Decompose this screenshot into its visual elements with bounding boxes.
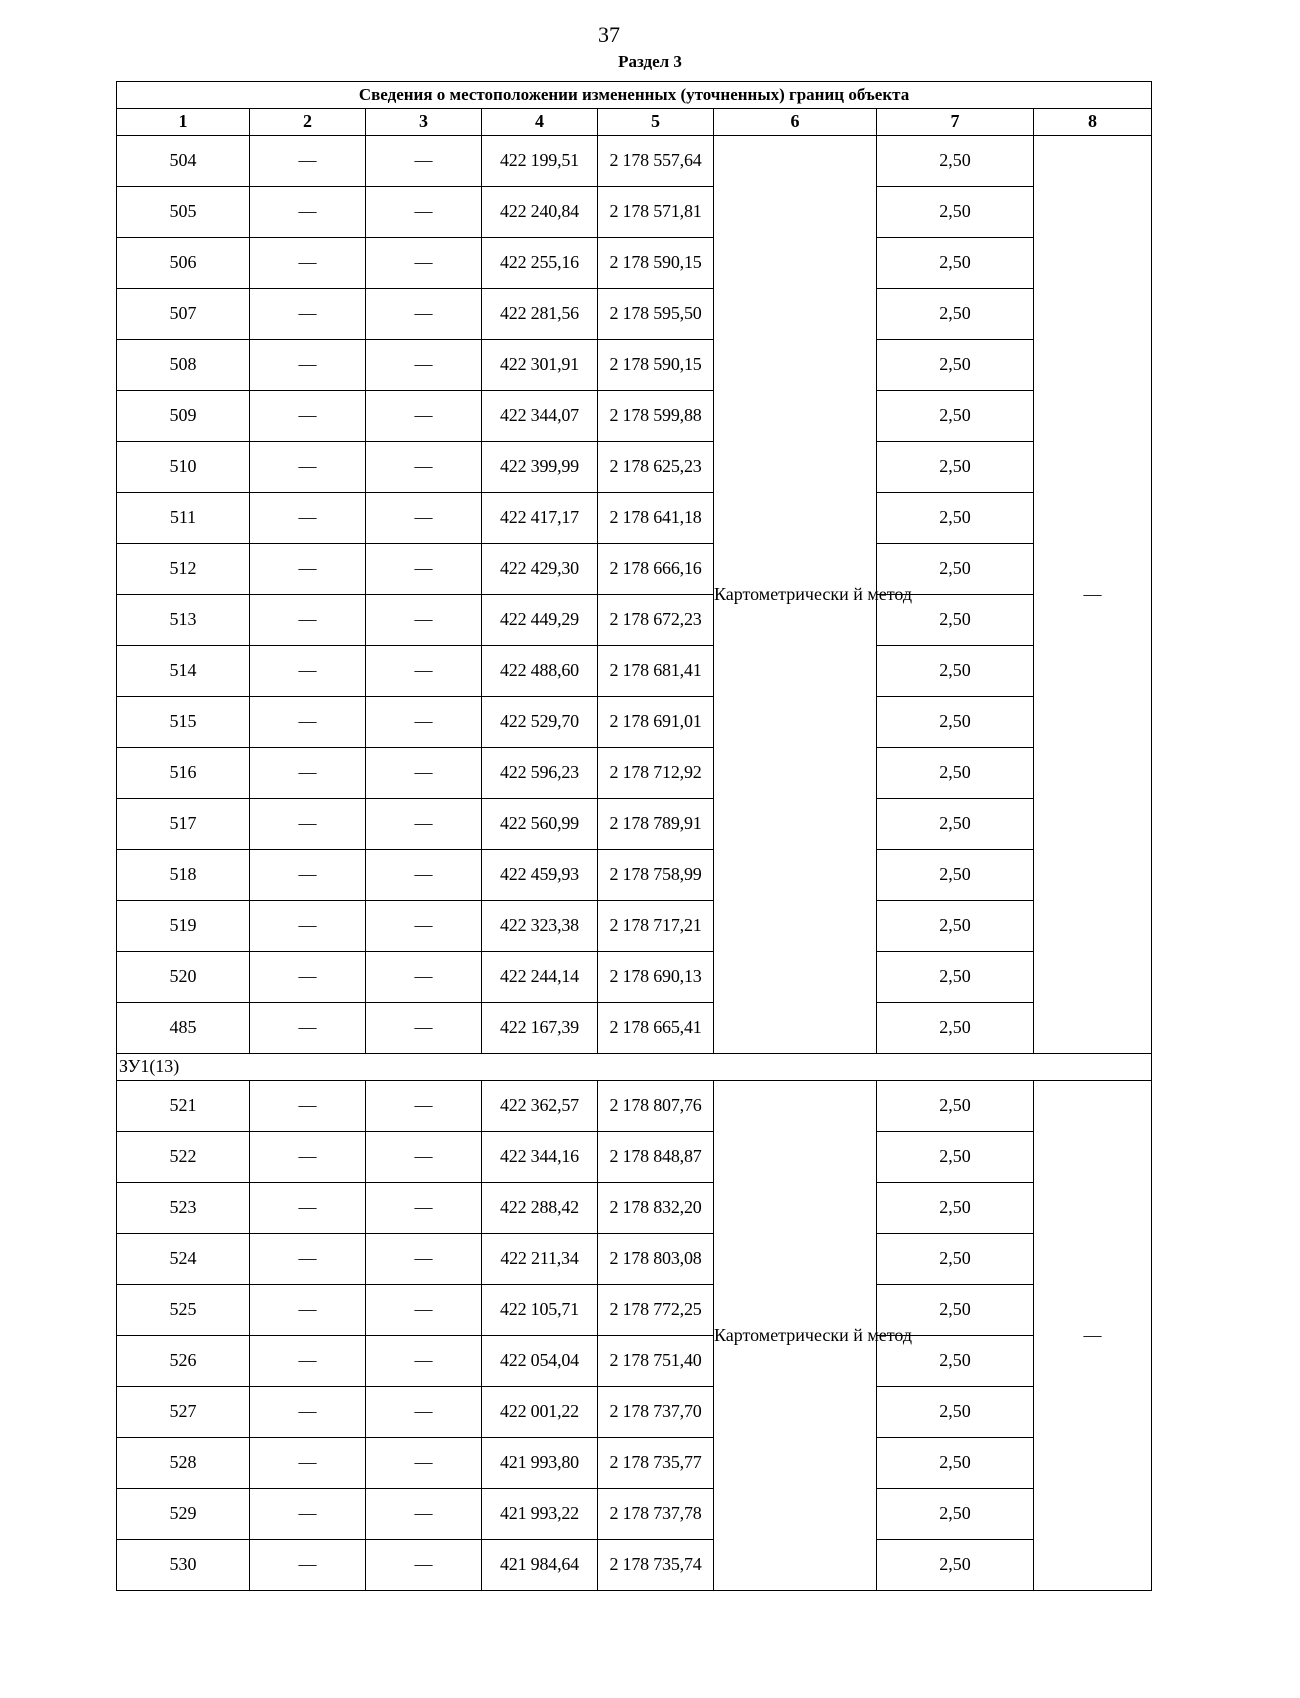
col3-value: — — [366, 697, 482, 748]
col2-value: — — [250, 1003, 366, 1054]
x-coordinate: 422 529,70 — [482, 697, 598, 748]
x-coordinate: 422 344,07 — [482, 391, 598, 442]
col3-value: — — [366, 391, 482, 442]
y-coordinate: 2 178 735,77 — [598, 1438, 714, 1489]
point-number: 526 — [117, 1336, 250, 1387]
point-number: 512 — [117, 544, 250, 595]
col2-value: — — [250, 187, 366, 238]
column-number-row — [117, 109, 1152, 136]
accuracy-value: 2,50 — [877, 544, 1034, 595]
y-coordinate: 2 178 717,21 — [598, 901, 714, 952]
x-coordinate: 422 449,29 — [482, 595, 598, 646]
col2-value: — — [250, 391, 366, 442]
section-title: Раздел 3 — [618, 52, 682, 71]
col2-value: — — [250, 850, 366, 901]
accuracy-value: 2,50 — [877, 340, 1034, 391]
table-row — [117, 952, 1152, 1003]
accuracy-value: 2,50 — [877, 952, 1034, 1003]
col3-value: — — [366, 1336, 482, 1387]
x-coordinate: 422 596,23 — [482, 748, 598, 799]
group-label: ЗУ1(13) — [117, 1054, 1152, 1081]
accuracy-value: 2,50 — [877, 1387, 1034, 1438]
point-number: 518 — [117, 850, 250, 901]
x-coordinate: 422 167,39 — [482, 1003, 598, 1054]
table-row — [117, 1336, 1152, 1387]
x-coordinate: 422 255,16 — [482, 238, 598, 289]
method-cell: Картометрически й метод — [714, 136, 877, 1054]
col3-value: — — [366, 187, 482, 238]
accuracy-value: 2,50 — [877, 187, 1034, 238]
accuracy-value: 2,50 — [877, 1285, 1034, 1336]
accuracy-value: 2,50 — [877, 646, 1034, 697]
table-row — [117, 799, 1152, 850]
x-coordinate: 422 105,71 — [482, 1285, 598, 1336]
y-coordinate: 2 178 666,16 — [598, 544, 714, 595]
point-number: 510 — [117, 442, 250, 493]
y-coordinate: 2 178 758,99 — [598, 850, 714, 901]
point-number: 513 — [117, 595, 250, 646]
y-coordinate: 2 178 625,23 — [598, 442, 714, 493]
col3-value: — — [366, 748, 482, 799]
x-coordinate: 422 399,99 — [482, 442, 598, 493]
col3-value: — — [366, 850, 482, 901]
accuracy-value: 2,50 — [877, 1132, 1034, 1183]
table-row — [117, 1489, 1152, 1540]
point-number: 522 — [117, 1132, 250, 1183]
column-number: 6 — [714, 109, 877, 136]
col3-value: — — [366, 901, 482, 952]
table-row — [117, 493, 1152, 544]
y-coordinate: 2 178 737,70 — [598, 1387, 714, 1438]
x-coordinate: 422 417,17 — [482, 493, 598, 544]
y-coordinate: 2 178 595,50 — [598, 289, 714, 340]
point-number: 529 — [117, 1489, 250, 1540]
point-number: 520 — [117, 952, 250, 1003]
col3-value: — — [366, 1387, 482, 1438]
y-coordinate: 2 178 690,13 — [598, 952, 714, 1003]
x-coordinate: 422 344,16 — [482, 1132, 598, 1183]
table-row — [117, 1438, 1152, 1489]
point-number: 524 — [117, 1234, 250, 1285]
y-coordinate: 2 178 590,15 — [598, 238, 714, 289]
col2-value: — — [250, 340, 366, 391]
y-coordinate: 2 178 712,92 — [598, 748, 714, 799]
x-coordinate: 422 488,60 — [482, 646, 598, 697]
table-row — [117, 289, 1152, 340]
col2-value: — — [250, 1285, 366, 1336]
point-number: 516 — [117, 748, 250, 799]
x-coordinate: 422 301,91 — [482, 340, 598, 391]
col2-value: — — [250, 1234, 366, 1285]
y-coordinate: 2 178 590,15 — [598, 340, 714, 391]
table-row — [117, 442, 1152, 493]
column-number: 2 — [250, 109, 366, 136]
col3-value: — — [366, 238, 482, 289]
y-coordinate: 2 178 599,88 — [598, 391, 714, 442]
y-coordinate: 2 178 803,08 — [598, 1234, 714, 1285]
col3-value: — — [366, 136, 482, 187]
point-number: 525 — [117, 1285, 250, 1336]
table-body — [117, 82, 1152, 1591]
accuracy-value: 2,50 — [877, 1003, 1034, 1054]
col2-value: — — [250, 289, 366, 340]
y-coordinate: 2 178 735,74 — [598, 1540, 714, 1591]
column-number: 3 — [366, 109, 482, 136]
accuracy-value: 2,50 — [877, 901, 1034, 952]
point-number: 511 — [117, 493, 250, 544]
col3-value: — — [366, 1540, 482, 1591]
point-number: 517 — [117, 799, 250, 850]
x-coordinate: 422 281,56 — [482, 289, 598, 340]
point-number: 530 — [117, 1540, 250, 1591]
accuracy-value: 2,50 — [877, 1234, 1034, 1285]
accuracy-value: 2,50 — [877, 799, 1034, 850]
point-number: 528 — [117, 1438, 250, 1489]
accuracy-value: 2,50 — [877, 595, 1034, 646]
x-coordinate: 422 244,14 — [482, 952, 598, 1003]
col2-value: — — [250, 544, 366, 595]
accuracy-value: 2,50 — [877, 1540, 1034, 1591]
point-number: 527 — [117, 1387, 250, 1438]
col3-value: — — [366, 1489, 482, 1540]
table-row — [117, 136, 1152, 187]
col3-value: — — [366, 442, 482, 493]
y-coordinate: 2 178 691,01 — [598, 697, 714, 748]
col2-value: — — [250, 238, 366, 289]
col3-value: — — [366, 1003, 482, 1054]
table-row — [117, 1003, 1152, 1054]
col3-value: — — [366, 493, 482, 544]
x-coordinate: 422 560,99 — [482, 799, 598, 850]
y-coordinate: 2 178 557,64 — [598, 136, 714, 187]
col2-value: — — [250, 1489, 366, 1540]
table-row — [117, 1234, 1152, 1285]
y-coordinate: 2 178 571,81 — [598, 187, 714, 238]
col2-value: — — [250, 136, 366, 187]
table-row — [117, 595, 1152, 646]
table-row — [117, 697, 1152, 748]
point-number: 523 — [117, 1183, 250, 1234]
col3-value: — — [366, 1081, 482, 1132]
table-row — [117, 187, 1152, 238]
x-coordinate: 422 362,57 — [482, 1081, 598, 1132]
col3-value: — — [366, 799, 482, 850]
y-coordinate: 2 178 737,78 — [598, 1489, 714, 1540]
accuracy-value: 2,50 — [877, 1489, 1034, 1540]
x-coordinate: 422 288,42 — [482, 1183, 598, 1234]
accuracy-value: 2,50 — [877, 238, 1034, 289]
point-number: 509 — [117, 391, 250, 442]
col2-value: — — [250, 646, 366, 697]
col2-value: — — [250, 1336, 366, 1387]
y-coordinate: 2 178 848,87 — [598, 1132, 714, 1183]
col2-value: — — [250, 1540, 366, 1591]
x-coordinate: 422 429,30 — [482, 544, 598, 595]
accuracy-value: 2,50 — [877, 1438, 1034, 1489]
col3-value: — — [366, 1234, 482, 1285]
col3-value: — — [366, 1132, 482, 1183]
point-number: 485 — [117, 1003, 250, 1054]
col2-value: — — [250, 1132, 366, 1183]
table-row — [117, 850, 1152, 901]
accuracy-value: 2,50 — [877, 850, 1034, 901]
point-number: 519 — [117, 901, 250, 952]
y-coordinate: 2 178 672,23 — [598, 595, 714, 646]
point-number: 506 — [117, 238, 250, 289]
point-number: 521 — [117, 1081, 250, 1132]
col2-value: — — [250, 1387, 366, 1438]
group-label-row — [117, 1054, 1152, 1081]
table-row — [117, 1081, 1152, 1132]
table-caption: Сведения о местоположении измененных (уточненных) границ объекта — [117, 82, 1152, 109]
point-number: 504 — [117, 136, 250, 187]
x-coordinate: 422 459,93 — [482, 850, 598, 901]
col3-value: — — [366, 1285, 482, 1336]
col3-value: — — [366, 952, 482, 1003]
col3-value: — — [366, 289, 482, 340]
col3-value: — — [366, 595, 482, 646]
table-row — [117, 1285, 1152, 1336]
accuracy-value: 2,50 — [877, 391, 1034, 442]
accuracy-value: 2,50 — [877, 289, 1034, 340]
y-coordinate: 2 178 665,41 — [598, 1003, 714, 1054]
accuracy-value: 2,50 — [877, 1336, 1034, 1387]
col2-value: — — [250, 901, 366, 952]
point-number: 507 — [117, 289, 250, 340]
page-number: 37 — [598, 22, 620, 47]
table-row — [117, 1540, 1152, 1591]
point-number: 514 — [117, 646, 250, 697]
note-cell: — — [1034, 136, 1152, 1054]
col3-value: — — [366, 1183, 482, 1234]
accuracy-value: 2,50 — [877, 136, 1034, 187]
method-cell: Картометрически й метод — [714, 1081, 877, 1591]
y-coordinate: 2 178 807,76 — [598, 1081, 714, 1132]
accuracy-value: 2,50 — [877, 442, 1034, 493]
y-coordinate: 2 178 681,41 — [598, 646, 714, 697]
table-row — [117, 238, 1152, 289]
x-coordinate: 421 984,64 — [482, 1540, 598, 1591]
accuracy-value: 2,50 — [877, 493, 1034, 544]
col3-value: — — [366, 340, 482, 391]
x-coordinate: 421 993,80 — [482, 1438, 598, 1489]
x-coordinate: 422 211,34 — [482, 1234, 598, 1285]
col2-value: — — [250, 799, 366, 850]
table-row — [117, 901, 1152, 952]
col2-value: — — [250, 697, 366, 748]
x-coordinate: 422 240,84 — [482, 187, 598, 238]
accuracy-value: 2,50 — [877, 697, 1034, 748]
y-coordinate: 2 178 772,25 — [598, 1285, 714, 1336]
col3-value: — — [366, 1438, 482, 1489]
col2-value: — — [250, 595, 366, 646]
table-row — [117, 544, 1152, 595]
table-row — [117, 1387, 1152, 1438]
column-number: 1 — [117, 109, 250, 136]
column-number: 4 — [482, 109, 598, 136]
accuracy-value: 2,50 — [877, 1183, 1034, 1234]
note-cell: — — [1034, 1081, 1152, 1591]
table-row — [117, 646, 1152, 697]
column-number: 7 — [877, 109, 1034, 136]
coordinates-table — [116, 81, 1152, 1591]
col2-value: — — [250, 493, 366, 544]
table-row — [117, 1132, 1152, 1183]
table-caption-row — [117, 82, 1152, 109]
col2-value: — — [250, 1081, 366, 1132]
table-row — [117, 391, 1152, 442]
y-coordinate: 2 178 641,18 — [598, 493, 714, 544]
y-coordinate: 2 178 789,91 — [598, 799, 714, 850]
x-coordinate: 422 054,04 — [482, 1336, 598, 1387]
table-row — [117, 340, 1152, 391]
col2-value: — — [250, 748, 366, 799]
x-coordinate: 422 323,38 — [482, 901, 598, 952]
col2-value: — — [250, 1183, 366, 1234]
col2-value: — — [250, 1438, 366, 1489]
x-coordinate: 421 993,22 — [482, 1489, 598, 1540]
column-number: 5 — [598, 109, 714, 136]
y-coordinate: 2 178 832,20 — [598, 1183, 714, 1234]
point-number: 508 — [117, 340, 250, 391]
x-coordinate: 422 001,22 — [482, 1387, 598, 1438]
col2-value: — — [250, 952, 366, 1003]
column-number: 8 — [1034, 109, 1152, 136]
col3-value: — — [366, 646, 482, 697]
col3-value: — — [366, 544, 482, 595]
table-row — [117, 1183, 1152, 1234]
accuracy-value: 2,50 — [877, 748, 1034, 799]
col2-value: — — [250, 442, 366, 493]
point-number: 515 — [117, 697, 250, 748]
accuracy-value: 2,50 — [877, 1081, 1034, 1132]
point-number: 505 — [117, 187, 250, 238]
x-coordinate: 422 199,51 — [482, 136, 598, 187]
table-row — [117, 748, 1152, 799]
y-coordinate: 2 178 751,40 — [598, 1336, 714, 1387]
